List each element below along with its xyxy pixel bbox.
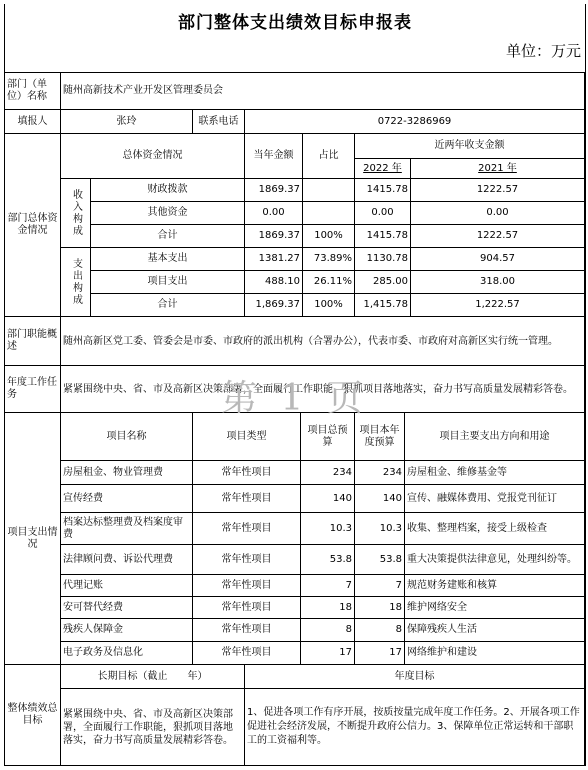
project-annual: 8 [355, 619, 405, 642]
dept-label: 部门（单位）名称 [5, 72, 61, 110]
project-total: 7 [301, 575, 355, 597]
funds-row-y2: 1,222.57 [411, 294, 585, 317]
project-total: 18 [301, 597, 355, 619]
project-type: 常年性项目 [193, 575, 301, 597]
project-type: 常年性项目 [193, 642, 301, 665]
project-name: 宣传经费 [61, 485, 193, 513]
funds-row-y2: 0.00 [411, 202, 585, 225]
income-label-text: 收入构成 [70, 189, 82, 237]
project-name: 残疾人保障金 [61, 619, 193, 642]
funds-row-y1: 1130.78 [355, 248, 411, 271]
project-type: 常年性项目 [193, 545, 301, 575]
project-total: 234 [301, 461, 355, 485]
project-total: 53.8 [301, 545, 355, 575]
page-watermark: 第 1 页 [221, 378, 369, 419]
annual-task-label: 年度工作任务 [5, 366, 61, 413]
project-annual: 53.8 [355, 545, 405, 575]
project-type: 常年性项目 [193, 597, 301, 619]
annual-goal-text: 1、促进各项工作有序开展，按质按量完成年度工作任务。2、开展各项工作促进社会经济发展，不断提升政府公信力。3、保障单位正常运转和干部职工的工资福利等。 [245, 689, 585, 766]
annual-task-text: 紧紧围绕中央、省、市及高新区决策部署，全面履行工作职能，狠抓项目落地落实，奋力书写高质量发展精彩答卷。 [61, 366, 585, 413]
project-direction: 规范财务建账和核算 [405, 575, 585, 597]
project-name: 安可替代经费 [61, 597, 193, 619]
funds-header-ratio: 占比 [303, 134, 355, 179]
filler-name: 张玲 [61, 110, 193, 134]
long-goal-label: 长期目标（截止 年） [61, 665, 245, 689]
report-sheet [4, 4, 586, 766]
contact-label: 联系电话 [193, 110, 245, 134]
funds-row-current: 1869.37 [245, 179, 303, 202]
funds-row-y1: 1,415.78 [355, 294, 411, 317]
funds-row-y1: 0.00 [355, 202, 411, 225]
unit-label: 单位：万元 [505, 42, 581, 60]
funds-header-recent: 近两年收支金额 [355, 134, 585, 159]
annual-goal-label: 年度目标 [245, 665, 585, 689]
proj-header-total: 项目总预算 [301, 413, 355, 461]
funds-row-y2: 1222.57 [411, 179, 585, 202]
dept-value: 随州高新技术产业开发区管理委员会 [61, 72, 585, 110]
funds-row-y1: 285.00 [355, 271, 411, 294]
funds-year2 [411, 159, 585, 179]
project-name: 电子政务及信息化 [61, 642, 193, 665]
project-annual: 7 [355, 575, 405, 597]
funds-row-current: 1869.37 [245, 225, 303, 248]
project-direction: 房屋租金、维修基金等 [405, 461, 585, 485]
funds-row-current: 1381.27 [245, 248, 303, 271]
filler-label: 填报人 [5, 110, 61, 134]
proj-header-annual: 项目本年度预算 [355, 413, 405, 461]
proj-header-direction: 项目主要支出方向和用途 [405, 413, 585, 461]
project-type: 常年性项目 [193, 513, 301, 545]
funds-row-name: 基本支出 [91, 248, 245, 271]
funds-header-current: 当年金额 [245, 134, 303, 179]
project-direction: 宣传、融媒体费用、党报党刊征订 [405, 485, 585, 513]
project-annual: 10.3 [355, 513, 405, 545]
funds-row-name: 其他资金 [91, 202, 245, 225]
funds-section-label: 部门总体资金情况 [5, 134, 61, 317]
funds-row-ratio [303, 179, 355, 202]
expense-label [61, 248, 91, 317]
project-type: 常年性项目 [193, 485, 301, 513]
year2-text: 2021 年 [478, 162, 517, 174]
project-direction: 重大决策提供法律意见，处理纠纷等。 [405, 545, 585, 575]
income-label [61, 179, 91, 248]
funds-row-current: 0.00 [245, 202, 303, 225]
funds-row-name: 合计 [91, 294, 245, 317]
funds-row-y2: 318.00 [411, 271, 585, 294]
project-name: 档案达标整理费及档案度审费 [61, 513, 193, 545]
projects-section-label: 项目支出情况 [5, 413, 61, 665]
project-type: 常年性项目 [193, 461, 301, 485]
funds-header-total: 总体资金情况 [61, 134, 245, 179]
project-direction: 维护网络安全 [405, 597, 585, 619]
funds-row-y1: 1415.78 [355, 225, 411, 248]
contact-phone: 0722-3286969 [245, 110, 585, 134]
expense-label-text: 支出构成 [70, 258, 82, 306]
duty-label: 部门职能概述 [5, 317, 61, 366]
project-total: 17 [301, 642, 355, 665]
project-total: 10.3 [301, 513, 355, 545]
project-direction: 保障残疾人生活 [405, 619, 585, 642]
funds-row-name: 合计 [91, 225, 245, 248]
funds-row-ratio: 100% [303, 294, 355, 317]
duty-text: 随州高新区党工委、管委会是市委、市政府的派出机构（合署办公），代表市委、市政府对高新区实行统一管理。 [61, 317, 585, 366]
funds-year1 [355, 159, 411, 179]
page-title: 部门整体支出绩效目标申报表 [178, 13, 412, 33]
funds-row-y2: 1222.57 [411, 225, 585, 248]
funds-row-current: 488.10 [245, 271, 303, 294]
funds-row-y1: 1415.78 [355, 179, 411, 202]
project-type: 常年性项目 [193, 619, 301, 642]
year1-text: 2022 年 [363, 162, 402, 174]
proj-header-name: 项目名称 [61, 413, 193, 461]
funds-row-ratio: 73.89% [303, 248, 355, 271]
project-direction: 收集、整理档案，接受上级检查 [405, 513, 585, 545]
project-annual: 18 [355, 597, 405, 619]
long-goal-text: 紧紧围绕中央、省、市及高新区决策部署，全面履行工作职能，狠抓项目落地落实，奋力书写高质量发展精彩答卷。 [61, 689, 245, 766]
funds-row-ratio: 26.11% [303, 271, 355, 294]
project-direction: 网络维护和建设 [405, 642, 585, 665]
project-annual: 234 [355, 461, 405, 485]
funds-row-name: 项目支出 [91, 271, 245, 294]
project-name: 代理记账 [61, 575, 193, 597]
funds-row-y2: 904.57 [411, 248, 585, 271]
funds-row-ratio [303, 202, 355, 225]
funds-row-ratio: 100% [303, 225, 355, 248]
funds-row-name: 财政拨款 [91, 179, 245, 202]
project-name: 法律顾问费、诉讼代理费 [61, 545, 193, 575]
project-annual: 17 [355, 642, 405, 665]
project-total: 8 [301, 619, 355, 642]
project-annual: 140 [355, 485, 405, 513]
project-total: 140 [301, 485, 355, 513]
proj-header-type: 项目类型 [193, 413, 301, 461]
project-name: 房屋租金、物业管理费 [61, 461, 193, 485]
funds-row-current: 1,869.37 [245, 294, 303, 317]
goals-section-label: 整体绩效总目标 [5, 665, 61, 766]
